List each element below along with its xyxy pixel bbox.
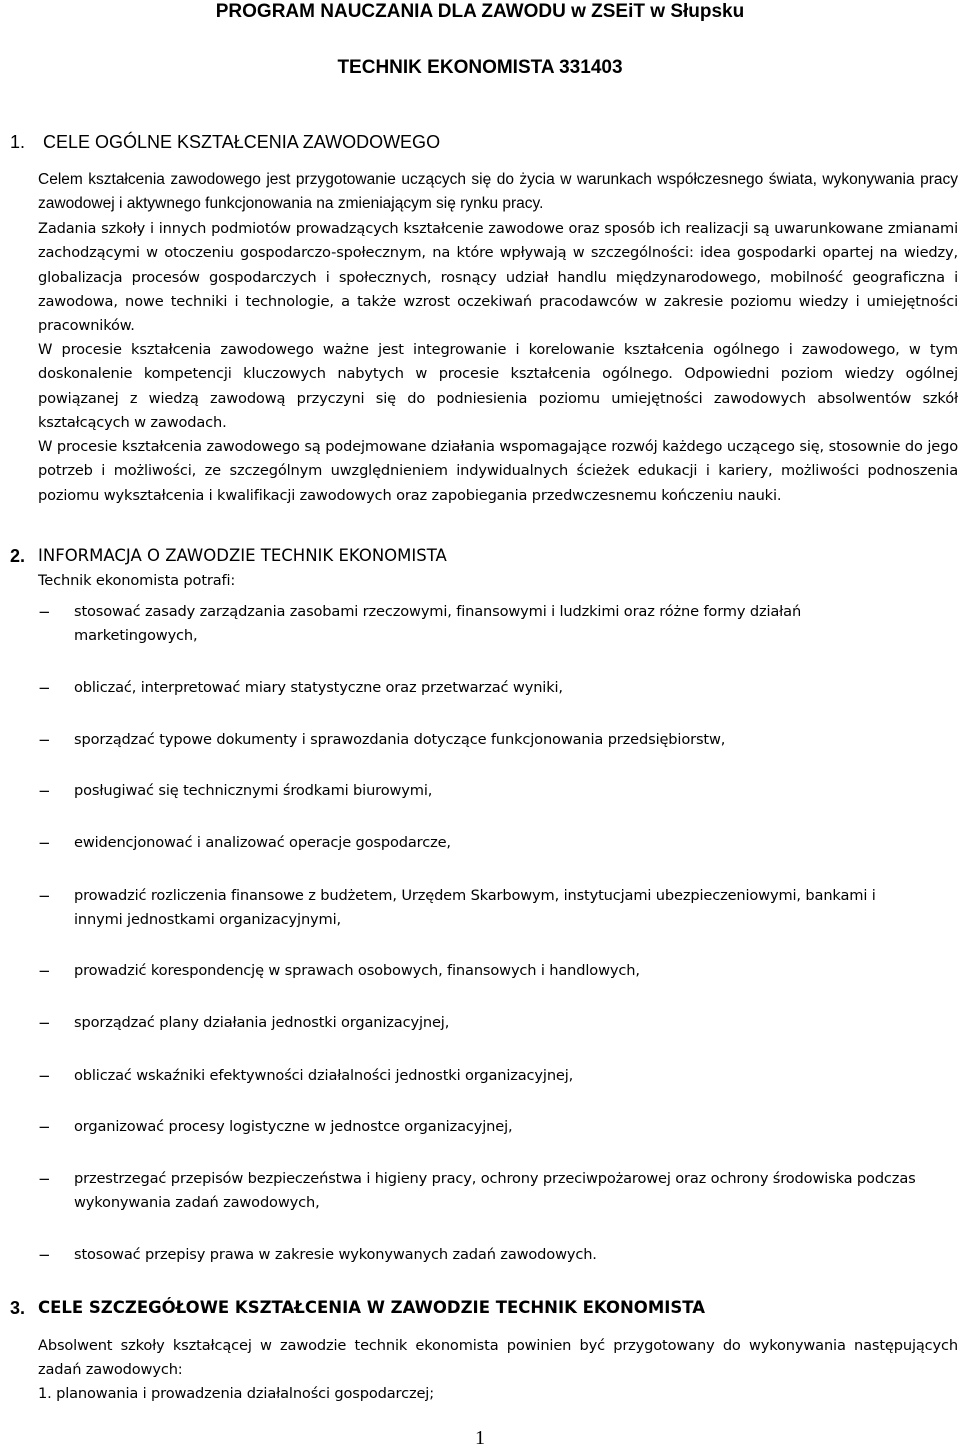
- section-3-heading: CELE SZCZEGÓŁOWE KSZTAŁCENIA W ZAWODZIE TECHNIK EKONOMISTA: [38, 1298, 706, 1317]
- list-item-text: stosować zasady zarządzania zasobami rzeczowymi, finansowymi i ludzkimi oraz różne formy działań marketingowych,: [74, 603, 802, 645]
- section-1-paragraph-1: Celem kształcenia zawodowego jest przygotowanie uczących się do życia w warunkach współczesnego świata, wykonywania pracy zawodowej i aktywnego funkcjonowania na zmieniającym się rynku pracy.: [38, 171, 958, 213]
- list-item-text: ewidencjonować i analizować operacje gospodarcze,: [74, 834, 451, 851]
- dash-icon: −: [38, 782, 51, 800]
- dash-icon: −: [38, 962, 51, 980]
- dash-icon: −: [38, 1014, 51, 1032]
- section-1-heading: CELE OGÓLNE KSZTAŁCENIA ZAWODOWEGO: [43, 132, 441, 152]
- section-1-number: 1.: [10, 132, 26, 152]
- section-3-paragraph-1: Absolwent szkoły kształcącej w zawodzie technik ekonomista powinien być przygotowany do wykonywania następujących zadań zawodowych:: [38, 1337, 958, 1379]
- list-item-text: obliczać wskaźniki efektywności działalności jednostki organizacyjnej,: [74, 1067, 574, 1084]
- list-item-text: przestrzegać przepisów bezpieczeństwa i higieny pracy, ochrony przeciwpożarowej oraz ochrony środowiska podczas wykonywania zadań zawodowych,: [74, 1170, 916, 1212]
- dash-icon: −: [38, 1118, 51, 1136]
- list-item-text: sporządzać plany działania jednostki organizacyjnej,: [74, 1014, 450, 1031]
- list-item-text: posługiwać się technicznymi środkami biurowymi,: [74, 782, 433, 799]
- list-item-text: obliczać, interpretować miary statystyczne oraz przetwarzać wyniki,: [74, 679, 563, 696]
- dash-icon: −: [38, 679, 51, 697]
- dash-icon: −: [38, 731, 51, 749]
- list-item-text: organizować procesy logistyczne w jednostce organizacyjnej,: [74, 1118, 513, 1135]
- dash-icon: −: [38, 1170, 51, 1188]
- section-1-paragraph-3: W procesie kształcenia zawodowego ważne jest integrowanie i korelowanie kształcenia ogólnego i zawodowego, w tym doskonalenie kompetencji kluczowych nabytych w procesie kształcenia ogólnego. Odpowiedni poziom wiedzy ogólnej powiązanej z wiedzą zawodową przyczyni się do podniesienia poziomu umiejętności zawodowych absolwentów szkół kształcących w zawodach.: [38, 341, 958, 431]
- section-2-heading: INFORMACJA O ZAWODZIE TECHNIK EKONOMISTA: [38, 546, 447, 565]
- section-2-intro: Technik ekonomista potrafi:: [38, 572, 236, 589]
- list-item-text: sporządzać typowe dokumenty i sprawozdania dotyczące funkcjonowania przedsiębiorstw,: [74, 731, 726, 748]
- document-title: PROGRAM NAUCZANIA DLA ZAWODU w ZSEiT w Słupsku: [215, 1, 745, 22]
- list-item-text: prowadzić korespondencję w sprawach osobowych, finansowych i handlowych,: [74, 962, 640, 979]
- section-2-number: 2.: [10, 546, 26, 566]
- dash-icon: −: [38, 834, 51, 852]
- page-number: 1: [475, 1427, 485, 1449]
- dash-icon: −: [38, 887, 51, 905]
- section-1-paragraph-4: W procesie kształcenia zawodowego są podejmowane działania wspomagające rozwój każdego uczącego się, stosownie do jego potrzeb i możliwości, ze szczególnym uwzględnieniem indywidualnych ścieżek edukacji i kariery, możliwości podnoszenia poziomu wykształcenia i kwalifikacji zawodowych oraz zapobiegania przedwczesnemu kończeniu nauki.: [38, 438, 958, 504]
- dash-icon: −: [38, 1067, 51, 1085]
- dash-icon: −: [38, 603, 51, 621]
- list-item-text: stosować przepisy prawa w zakresie wykonywanych zadań zawodowych.: [74, 1246, 597, 1263]
- list-item-text: prowadzić rozliczenia finansowe z budżetem, Urzędem Skarbowym, instytucjami ubezpieczeniowymi, bankami i innymi jednostkami organizacyjnymi,: [74, 887, 876, 929]
- dash-icon: −: [38, 1246, 51, 1264]
- document-subtitle: TECHNIK EKONOMISTA 331403: [337, 57, 623, 78]
- section-3-number: 3.: [10, 1298, 26, 1318]
- section-3-list-item-1: 1. planowania i prowadzenia działalności gospodarczej;: [38, 1385, 434, 1402]
- section-1-paragraph-2: Zadania szkoły i innych podmiotów prowadzących kształcenie zawodowe oraz sposób ich realizacji są uwarunkowane zmianami zachodzącymi w otoczeniu gospodarczo-społecznym, na które wpływają w szczególności: idea gospodarki opartej na wiedzy, globalizacja procesów gospodarczych i społecznych, rosnący udział handlu międzynarodowego, mobilność geograficzna i zawodowa, nowe techniki i technologie, a także wzrost oczekiwań pracodawców w zakresie poziomu wiedzy i umiejętności pracowników.: [38, 220, 958, 335]
